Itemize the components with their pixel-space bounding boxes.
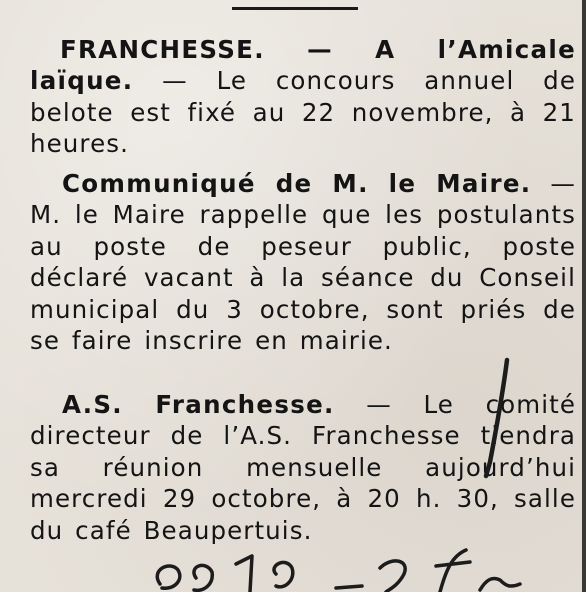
- article-communique-maire: [30, 168, 576, 356]
- article-as-franchesse: [30, 389, 576, 546]
- article-body: — Le concours annuel de belote est fixé au 22 novembre, à 21 heures.: [30, 66, 576, 159]
- clipping-edge: [582, 0, 586, 592]
- article-heading: A.S. Franchesse.: [62, 390, 335, 419]
- article-body: — M. le Maire rappelle que les postulants au poste de peseur public, poste déclaré vacant à la séance du Conseil municipal du 3 octobre, sont priés de se faire inscrire en mairie.: [30, 169, 576, 356]
- article-amicale-laique: [30, 34, 576, 160]
- article-heading: FRANCHESSE. — A l’Amicale laïque.: [30, 35, 576, 96]
- article-heading: Communiqué de M. le Maire.: [62, 169, 532, 198]
- handwritten-date-note: [157, 550, 520, 592]
- column-separator-rule: [232, 7, 358, 10]
- article-body: — Le comité directeur de l’A.S. Franchesse tiendra sa réunion mensuelle aujourd’hui mercredi 29 octobre, à 20 h. 30, salle du café Beaupertuis.: [30, 390, 576, 545]
